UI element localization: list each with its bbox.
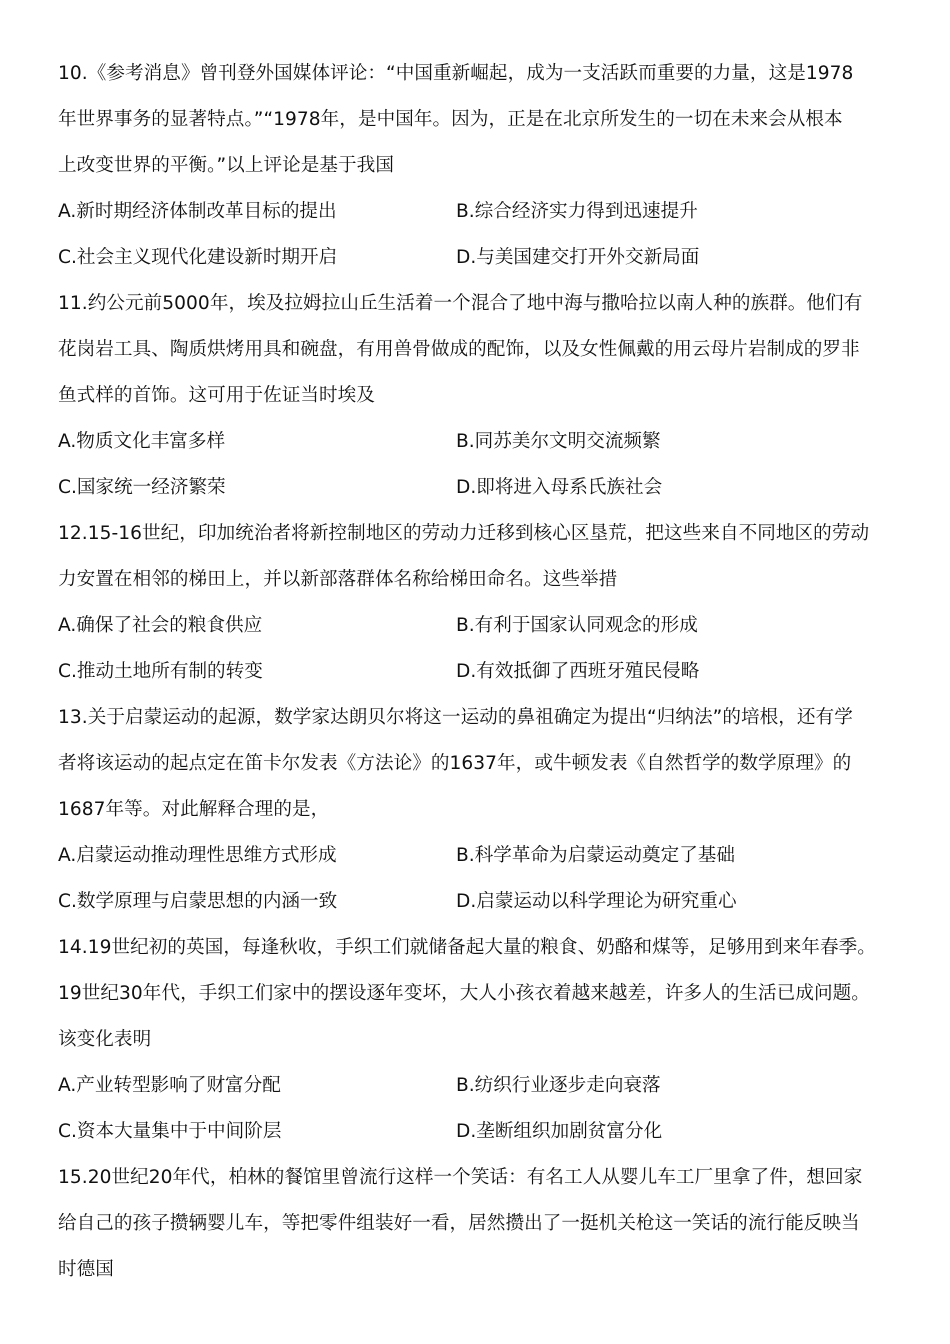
option-a: A.确保了社会的粮食供应 <box>58 615 263 636</box>
options <box>58 603 898 695</box>
options <box>58 833 898 925</box>
options <box>58 419 898 511</box>
option-d: D.与美国建交打开外交新局面 <box>456 247 700 268</box>
option-a: A.新时期经济体制改革目标的提出 <box>58 201 337 222</box>
options <box>58 1063 898 1155</box>
stem-line: 10.《参考消息》曾刊登外国媒体评论：“中国重新崛起，成为一支活跃而重要的力量，这是1978 <box>58 63 854 84</box>
option-a: A.物质文化丰富多样 <box>58 431 226 452</box>
stem-line: 力安置在相邻的梯田上，并以新部落群体名称给梯田命名。这些举措 <box>58 569 618 590</box>
option-c: C.社会主义现代化建设新时期开启 <box>58 247 338 268</box>
question-stem <box>58 51 898 189</box>
question-stem <box>58 925 898 1063</box>
question-10 <box>58 51 898 281</box>
stem-line: 13.关于启蒙运动的起源，数学家达朗贝尔将这一运动的鼻祖确定为提出“归纳法”的培根，还有学 <box>58 707 853 728</box>
stem-line: 花岗岩工具、陶质烘烤用具和碗盘，有用兽骨做成的配饰，以及女性佩戴的用云母片岩制成的罗非 <box>58 339 860 360</box>
option-a: A.产业转型影响了财富分配 <box>58 1075 281 1096</box>
option-c: C.推动土地所有制的转变 <box>58 661 263 682</box>
stem-line: 给自己的孩子攒辆婴儿车，等把零件组装好一看，居然攒出了一挺机关枪这一笑话的流行能反映当 <box>58 1213 860 1234</box>
stem-line: 15.20世纪20年代，柏林的餐馆里曾流行这样一个笑话：有名工人从婴儿车工厂里拿了件，想回家 <box>58 1167 863 1188</box>
option-b: B.综合经济实力得到迅速提升 <box>456 201 698 222</box>
question-stem <box>58 1155 898 1293</box>
option-b: B.科学革命为启蒙运动奠定了基础 <box>456 845 735 866</box>
question-stem <box>58 511 898 603</box>
option-d: D.有效抵御了西班牙殖民侵略 <box>456 661 700 682</box>
option-c: C.国家统一经济繁荣 <box>58 477 226 498</box>
stem-line: 该变化表明 <box>58 1029 152 1050</box>
options <box>58 189 898 281</box>
question-15 <box>58 1155 898 1293</box>
question-14 <box>58 925 898 1155</box>
stem-line: 者将该运动的起点定在笛卡尔发表《方法论》的1637年，或牛顿发表《自然哲学的数学原理》的 <box>58 753 852 774</box>
stem-line: 时德国 <box>58 1259 114 1280</box>
stem-line: 1687年等。对此解释合理的是， <box>58 799 330 820</box>
stem-line: 12.15-16世纪，印加统治者将新控制地区的劳动力迁移到核心区垦荒，把这些来自不同地区的劳动 <box>58 523 870 544</box>
option-a: A.启蒙运动推动理性思维方式形成 <box>58 845 337 866</box>
stem-line: 年世界事务的显著特点。”“1978年，是中国年。因为，正是在北京所发生的一切在未来会从根本 <box>58 109 843 130</box>
stem-line: 11.约公元前5000年，埃及拉姆拉山丘生活着一个混合了地中海与撒哈拉以南人种的族群。他们有 <box>58 293 863 314</box>
question-13 <box>58 695 898 925</box>
question-12 <box>58 511 898 695</box>
question-stem <box>58 281 898 419</box>
option-b: B.纺织行业逐步走向衰落 <box>456 1075 661 1096</box>
stem-line: 鱼式样的首饰。这可用于佐证当时埃及 <box>58 385 375 406</box>
stem-line: 上改变世界的平衡。”以上评论是基于我国 <box>58 155 394 176</box>
question-stem <box>58 695 898 833</box>
option-b: B.同苏美尔文明交流频繁 <box>456 431 661 452</box>
option-b: B.有利于国家认同观念的形成 <box>456 615 698 636</box>
option-c: C.数学原理与启蒙思想的内涵一致 <box>58 891 338 912</box>
option-d: D.垄断组织加剧贫富分化 <box>456 1121 663 1142</box>
question-11 <box>58 281 898 511</box>
option-c: C.资本大量集中于中间阶层 <box>58 1121 282 1142</box>
stem-line: 19世纪30年代，手织工们家中的摆设逐年变坏，大人小孩衣着越来越差，许多人的生活已成问题。 <box>58 983 870 1004</box>
stem-line: 14.19世纪初的英国，每逢秋收，手织工们就储备起大量的粮食、奶酪和煤等，足够用到来年春季。 <box>58 937 876 958</box>
option-d: D.启蒙运动以科学理论为研究重心 <box>456 891 737 912</box>
option-d: D.即将进入母系氏族社会 <box>456 477 663 498</box>
